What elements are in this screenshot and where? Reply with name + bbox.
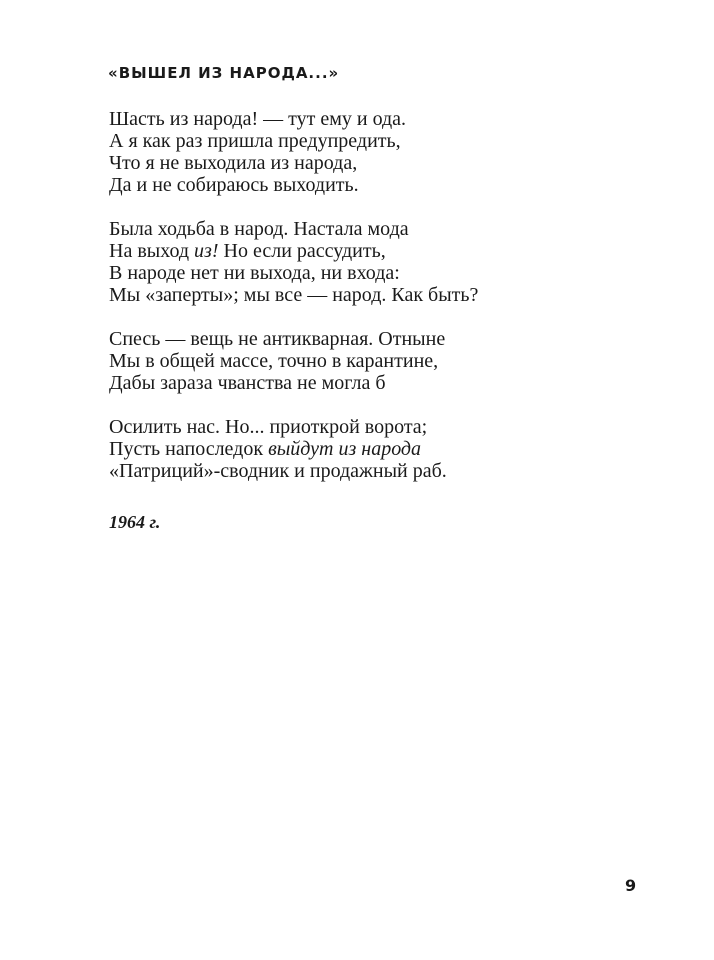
poem-line — [109, 416, 478, 438]
line-text: Что я не выходила из народа, — [109, 152, 358, 174]
poem-line — [109, 284, 478, 306]
poem-line — [109, 218, 478, 240]
line-text: Осилить нас. Но... приоткрой ворота; — [109, 416, 428, 438]
stanza-1 — [109, 108, 478, 196]
line-text: В народе нет ни выхода, ни входа: — [109, 262, 400, 284]
italic-emphasis: выйдут из народа — [268, 438, 422, 460]
line-text: Спесь — вещь не антикварная. Отныне — [109, 328, 446, 350]
poem-line — [109, 438, 478, 460]
stanza-3 — [109, 328, 478, 394]
line-text: Пусть напоследок — [109, 438, 269, 460]
line-text: Шасть из народа! — тут ему и ода. — [109, 108, 407, 130]
stanza-4 — [109, 416, 478, 482]
stanza-2 — [109, 218, 478, 306]
poem-body — [109, 108, 478, 504]
poem-line — [109, 108, 478, 130]
page-number: 9 — [625, 876, 637, 895]
poem-line — [109, 372, 478, 394]
poem-line — [109, 240, 478, 262]
poem-line — [109, 460, 478, 482]
line-text: Дабы зараза чванства не могла б — [109, 372, 386, 394]
poem-line — [109, 130, 478, 152]
poem-line — [109, 328, 478, 350]
poem-title: «ВЫШЕЛ ИЗ НАРОДА...» — [108, 64, 340, 82]
line-text: На выход — [109, 240, 195, 262]
poem-line — [109, 350, 478, 372]
line-text: Но если рассудить, — [218, 240, 386, 262]
poem-date: 1964 г. — [109, 512, 161, 532]
line-text: «Патриций»-сводник и продажный раб. — [109, 460, 447, 482]
poem-line — [109, 262, 478, 284]
poem-line — [109, 152, 478, 174]
line-text: А я как раз пришла предупредить, — [109, 130, 401, 152]
line-text: Была ходьба в народ. Настала мода — [109, 218, 409, 240]
line-text: Мы «заперты»; мы все — народ. Как быть? — [109, 284, 479, 306]
line-text: Мы в общей массе, точно в карантине, — [109, 350, 439, 372]
poem-line — [109, 174, 478, 196]
line-text: Да и не собираюсь выходить. — [109, 174, 359, 196]
italic-emphasis: из! — [194, 240, 219, 262]
